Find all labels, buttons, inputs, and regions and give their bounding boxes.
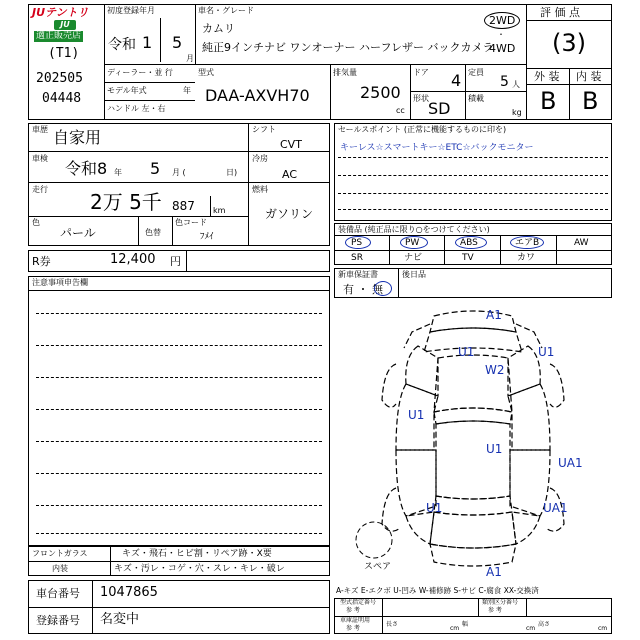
logo-dealer: 適正販売店 bbox=[36, 31, 82, 41]
ref-num1: 202505 bbox=[36, 71, 83, 86]
inspection-month-unit: 月 ( bbox=[172, 168, 186, 177]
logo-brand: JUテントリ bbox=[32, 6, 89, 19]
windshield-value: キズ・飛石・ヒビ割・リペア跡・X要 bbox=[122, 549, 272, 559]
mileage-sub: 887 bbox=[172, 199, 195, 213]
car-grade: 純正9インチナビ ワンオーナー ハーフレザー バックカメラ bbox=[202, 41, 494, 54]
registration-label: 初度登録年月 bbox=[107, 6, 155, 15]
doors-value: 4 bbox=[451, 71, 462, 90]
ac-label: 冷房 bbox=[252, 154, 268, 163]
equipment-pw: PW bbox=[405, 238, 420, 248]
spare-label: スペア bbox=[364, 562, 392, 572]
ref-num2: 04448 bbox=[42, 91, 82, 106]
logo-badge: JU bbox=[54, 20, 76, 30]
header-frame bbox=[28, 4, 612, 120]
interior-label: 内 装 bbox=[576, 70, 602, 83]
doors-label: ドア bbox=[413, 68, 429, 77]
displacement-value: 2500 bbox=[360, 83, 401, 102]
damage-legend: A-キズ E-エクボ U-凹み W-補修跡 S-サビ C-腐食 XX-交換済 bbox=[336, 586, 539, 595]
warranty-label: 新車保証書 bbox=[338, 270, 378, 279]
exterior-label: 外 装 bbox=[534, 70, 560, 83]
equipment-leather: カワ bbox=[517, 253, 536, 263]
damage-left-door: U1 bbox=[408, 408, 425, 422]
dealer-label: ディーラー・並 行 bbox=[107, 68, 173, 77]
inspection-year-unit: 年 bbox=[114, 168, 122, 177]
model-year-label: モデル年式 bbox=[107, 86, 147, 95]
footer-length: 長さ bbox=[386, 621, 399, 628]
registration-year: 1 bbox=[142, 33, 153, 52]
displacement-unit: cc bbox=[396, 106, 405, 115]
load-unit: kg bbox=[512, 108, 522, 117]
shift-value: CVT bbox=[280, 138, 302, 151]
equipment-ps: PS bbox=[351, 238, 363, 248]
equipment-abs: ABS bbox=[460, 238, 478, 248]
damage-right-door: UA1 bbox=[558, 456, 583, 470]
recycle-value: 12,400 bbox=[110, 252, 156, 267]
notes-label: 注意事項申告欄 bbox=[32, 278, 88, 287]
color-code: ﾌﾒｲ bbox=[200, 232, 214, 242]
warranty-circle bbox=[374, 281, 392, 296]
damage-left-fender: U1 bbox=[458, 345, 475, 359]
equipment-label: 装備品 (純正品に限り○をつけてください) bbox=[338, 225, 490, 234]
usage-value: 自家用 bbox=[53, 128, 102, 147]
interior-grade: B bbox=[582, 87, 599, 115]
inspection-day-unit: 日) bbox=[226, 168, 238, 177]
footer-model-label: 型式指定番号 bbox=[340, 599, 377, 606]
sales-point-label: セールスポイント (正常に機能するものに印を) bbox=[338, 125, 507, 134]
color-value: パール bbox=[60, 226, 96, 240]
equipment-tv: TV bbox=[462, 253, 474, 263]
footer-class-label: 類別区分番号 bbox=[482, 599, 519, 606]
damage-rear: A1 bbox=[486, 565, 502, 579]
ref-code: (T1) bbox=[48, 46, 80, 61]
equipment-sr: SR bbox=[351, 253, 363, 263]
damage-left-rear: U1 bbox=[426, 501, 443, 515]
footer-class-ref: 参 考 bbox=[488, 607, 502, 614]
car-diagram bbox=[334, 300, 612, 582]
mileage-unit: km bbox=[213, 206, 226, 215]
color-label: 色 bbox=[32, 218, 40, 227]
warranty-options: 有 ・ 無 bbox=[343, 283, 383, 296]
drive-2wd[interactable]: 2WD bbox=[489, 14, 516, 27]
logo bbox=[30, 6, 102, 42]
equipment-navi: ナビ bbox=[404, 253, 423, 263]
fuel-label: 燃料 bbox=[252, 185, 268, 194]
color-code-label: 色コード bbox=[175, 218, 207, 227]
shift-label: シフト bbox=[252, 125, 276, 134]
damage-roof: U1 bbox=[486, 442, 503, 456]
mileage-value: 2万 5千 bbox=[90, 190, 162, 214]
damage-hood: W2 bbox=[485, 363, 505, 377]
model-label: 型式 bbox=[198, 68, 214, 77]
damage-right-fender: U1 bbox=[538, 345, 555, 359]
inspection-label: 車検 bbox=[32, 154, 48, 163]
evaluation-label: 評 価 点 bbox=[540, 6, 580, 19]
sales-point-text: キーレス☆スマートキー☆ETC☆バックモニター bbox=[340, 143, 534, 153]
footer-cm3: cm bbox=[598, 625, 608, 632]
windshield-label: フロントガラス bbox=[32, 549, 88, 558]
interior-row-label: 内装 bbox=[52, 564, 68, 573]
follow-label: 後日品 bbox=[402, 270, 426, 279]
footer-height: 高さ bbox=[538, 621, 551, 628]
handle-label: ハンドル 左・右 bbox=[107, 104, 166, 113]
capacity-unit: 人 bbox=[512, 80, 520, 89]
fuel-value: ガソリン bbox=[265, 207, 314, 221]
shape-value: SD bbox=[428, 99, 451, 118]
equipment-airb: エアB bbox=[515, 238, 540, 248]
capacity-value: 5 bbox=[500, 74, 509, 90]
chassis-value: 1047865 bbox=[100, 585, 158, 600]
equipment-aw: AW bbox=[574, 238, 589, 248]
reg-no-value: 名変中 bbox=[100, 612, 140, 627]
damage-right-rear: UA1 bbox=[543, 501, 568, 515]
color-change-label: 色替 bbox=[145, 228, 161, 237]
footer-cm1: cm bbox=[450, 625, 460, 632]
load-label: 積載 bbox=[468, 94, 484, 103]
interior-row-value: キズ・汚レ・コゲ・穴・スレ・キレ・破レ bbox=[114, 564, 285, 574]
footer-cm2: cm bbox=[526, 625, 536, 632]
displacement-label: 排気量 bbox=[333, 68, 357, 77]
chassis-label: 車台番号 bbox=[36, 587, 80, 600]
model-year-unit: 年 bbox=[183, 86, 191, 95]
registration-era: 令和 bbox=[108, 37, 136, 53]
recycle-label: R券 bbox=[32, 255, 51, 268]
footer-width: 幅 bbox=[462, 621, 469, 628]
car-name-label: 車名・グレード bbox=[198, 6, 254, 15]
drive-dot: ・ bbox=[497, 30, 505, 39]
mileage-label: 走行 bbox=[32, 185, 48, 194]
usage-label: 車歴 bbox=[32, 125, 48, 134]
footer-model-ref: 参 考 bbox=[346, 607, 360, 614]
evaluation-score: (3) bbox=[552, 29, 586, 57]
footer-cert-label: 車庫証明用 bbox=[340, 617, 371, 624]
drive-4wd[interactable]: 4WD bbox=[489, 42, 516, 55]
exterior-grade: B bbox=[540, 87, 557, 115]
reg-no-label: 登録番号 bbox=[36, 614, 80, 627]
registration-month-unit: 月 bbox=[186, 54, 194, 63]
inspection-era: 令和8 bbox=[65, 159, 108, 178]
inspection-month: 5 bbox=[150, 159, 161, 178]
ac-value: AC bbox=[282, 168, 298, 181]
footer-cert-ref: 参 考 bbox=[346, 625, 360, 632]
shape-label: 形状 bbox=[413, 94, 429, 103]
sales-point-frame bbox=[334, 123, 612, 221]
registration-month: 5 bbox=[172, 33, 183, 52]
model-value: DAA-AXVH70 bbox=[205, 86, 310, 105]
capacity-label: 定員 bbox=[468, 68, 484, 77]
recycle-unit: 円 bbox=[170, 255, 181, 268]
car-name: カムリ bbox=[202, 22, 235, 35]
damage-front: A1 bbox=[486, 308, 502, 322]
